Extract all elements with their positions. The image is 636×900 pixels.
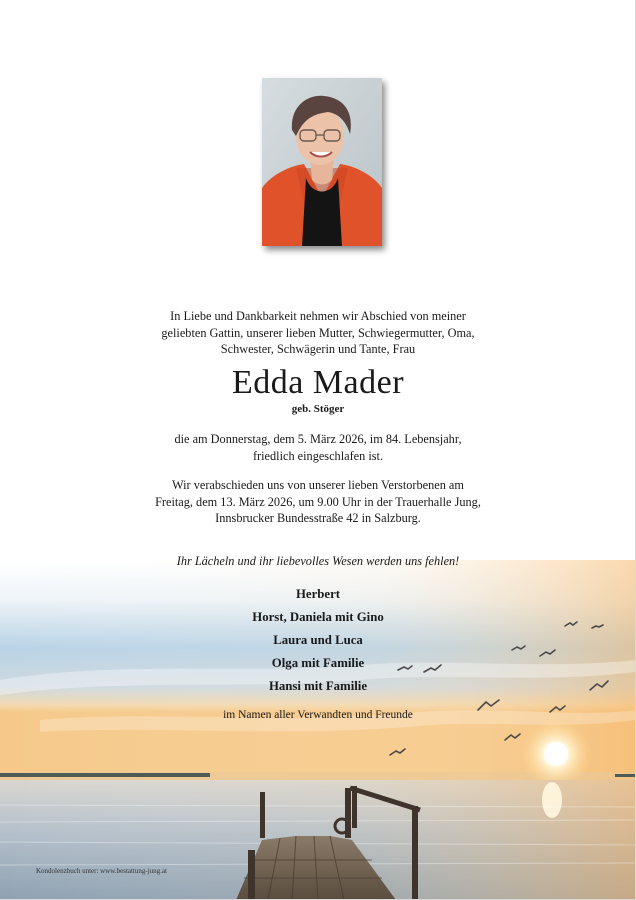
closing-text: im Namen aller Verwandten und Freunde: [223, 709, 413, 721]
death-notice: [0, 431, 636, 464]
condolence-link[interactable]: Kondolenzbuch unter: www.bestattung-jung.at: [36, 867, 167, 875]
death-line: friedlich eingeschlafen ist.: [252, 448, 384, 463]
intro-line: Schwester, Schwägerin und Tante, Frau: [220, 342, 416, 356]
mourners-list: [0, 583, 636, 698]
mourner-name: Hansi mit Familie: [268, 679, 368, 693]
intro-line: In Liebe und Dankbarkeit nehmen wir Abschied von meiner: [170, 309, 466, 323]
intro-line: geliebten Gattin, unserer lieben Mutter, Schwiegermutter, Oma,: [161, 325, 475, 340]
funeral-line: Freitag, dem 13. März 2026, um 9.00 Uhr in der Trauerhalle Jung,: [155, 494, 481, 509]
mourner-name: Laura und Luca: [273, 633, 363, 647]
mourner-name: Horst, Daniela mit Gino: [252, 610, 384, 624]
deceased-name: Edda Mader: [231, 364, 405, 401]
funeral-notice: [0, 477, 636, 527]
intro-text: [0, 308, 636, 358]
mourner-name: Herbert: [295, 587, 341, 601]
portrait-image: [262, 78, 382, 246]
portrait-photo: [262, 78, 382, 246]
death-line: die am Donnerstag, dem 5. März 2026, im 84. Lebensjahr,: [174, 432, 462, 446]
maiden-name: geb. Stöger: [291, 403, 345, 415]
memorial-quote: Ihr Lächeln und ihr liebevolles Wesen werden uns fehlen!: [176, 554, 460, 568]
mourner-name: Olga mit Familie: [271, 656, 365, 670]
funeral-line: Wir verabschieden uns von unserer lieben Verstorbenen am: [172, 478, 464, 492]
funeral-line: Innsbrucker Bundesstraße 42 in Salzburg.: [215, 511, 421, 525]
